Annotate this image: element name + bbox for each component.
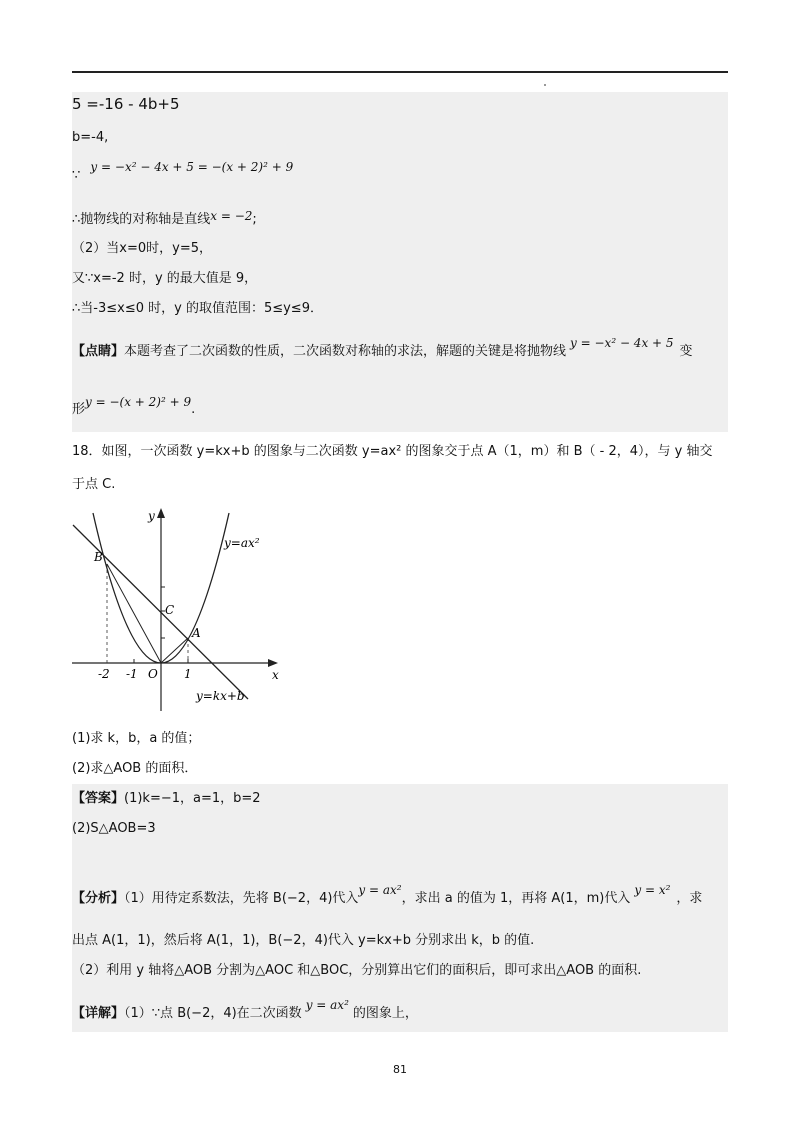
dianjing-line <box>72 336 693 361</box>
point-B-label: B <box>94 550 103 564</box>
axis-of-symmetry-line <box>72 210 257 229</box>
answer-block <box>72 784 728 1032</box>
analysis-text-1a: （1）用待定系数法，先将 B(−2，4)代入 <box>124 891 359 906</box>
eq-line: 5 =-16 - 4b+5 <box>72 95 180 113</box>
b-value-line: b=-4, <box>72 130 109 145</box>
detail-text-b: 的图象上， <box>352 1006 418 1021</box>
sub-question-1: (1)求 k，b，a 的值； <box>72 731 201 746</box>
bian-line <box>72 395 196 419</box>
analysis-line-3: （2）利用 y 轴将△AOB 分割为△AOC 和△BOC，分别算出它们的面积后，即可求出△AOB 的面积. <box>72 963 642 978</box>
bian-end: . <box>191 402 196 417</box>
line-label: y=kx+b <box>196 689 245 703</box>
dianjing-tag: 【点睛】 <box>72 344 125 359</box>
analysis-line-1 <box>72 883 703 908</box>
origin-label: O <box>148 667 158 681</box>
answer-line-1 <box>72 790 261 808</box>
because-line <box>72 158 294 183</box>
analysis-line-2: 出点 A(1，1)，然后将 A(1，1)，B(−2，4)代入 y=kx+b 分别求出 k，b 的值. <box>72 933 535 948</box>
segment-OB <box>107 564 161 663</box>
axis-text: ∴抛物线的对称轴是直线 <box>72 212 211 227</box>
y-axis-arrow <box>157 508 165 518</box>
question-18-line-2: 于点 C. <box>72 477 116 492</box>
analysis-text-1b: ，求出 a 的值为 1，再将 A(1，m)代入 <box>401 891 631 906</box>
dianjing-text: 本题考查了二次函数的性质，二次函数对称轴的求法，解题的关键是将抛物线 <box>124 344 567 359</box>
detail-func: y = ax² <box>305 998 349 1012</box>
point-A-label: A <box>192 626 201 640</box>
part2-line-1: （2）当x=0时，y=5， <box>72 241 212 256</box>
header-rule <box>72 71 728 73</box>
header-dot <box>544 84 546 86</box>
analysis-func-2: y = x² <box>634 883 671 897</box>
dianjing-end: 变 <box>679 344 693 359</box>
solution-continued-block <box>72 92 728 432</box>
answer-tag: 【答案】 <box>72 791 125 806</box>
bian-function: y = −(x + 2)² + 9 <box>85 395 192 409</box>
analysis-func-1: y = ax² <box>358 883 402 897</box>
detail-line-1 <box>72 998 418 1023</box>
y-axis-label: y <box>148 509 155 523</box>
parabola-label: y=ax² <box>224 536 260 550</box>
because-symbol: ∵ <box>72 168 81 183</box>
detail-tag: 【详解】 <box>72 1006 125 1021</box>
answer-part1: (1)k=−1，a=1，b=2 <box>124 791 261 806</box>
bian-pre: 形 <box>72 402 86 417</box>
axis-equation: x = −2 <box>210 209 253 223</box>
function-expression: y = −x² − 4x + 5 = −(x + 2)² + 9 <box>90 160 294 174</box>
sub-question-2: (2)求△AOB 的面积． <box>72 761 198 776</box>
x-axis-label: x <box>272 668 279 682</box>
segment-OA <box>161 638 188 663</box>
dianjing-function: y = −x² − 4x + 5 <box>570 336 674 350</box>
x-axis-arrow <box>268 659 278 667</box>
tick-1-label: 1 <box>184 667 192 681</box>
analysis-text-1c: ，求 <box>676 891 703 906</box>
detail-text-a: （1）∵点 B(−2，4)在二次函数 <box>124 1006 302 1021</box>
tick-neg2-label: -2 <box>98 667 110 681</box>
analysis-tag: 【分析】 <box>72 891 125 906</box>
part2-line-2: 又∵x=-2 时，y 的最大值是 9， <box>72 271 258 286</box>
point-C-label: C <box>165 603 175 617</box>
page-number: 81 <box>393 1063 407 1076</box>
part2-line-3: ∴当-3≤x≤0 时，y 的取值范围：5≤y≤9． <box>72 301 323 316</box>
axis-end: ; <box>252 212 257 227</box>
question-18-figure <box>68 503 286 713</box>
tick-neg1-label: -1 <box>126 667 138 681</box>
answer-line-2: (2)S△AOB=3 <box>72 821 156 836</box>
question-18-line-1: 18．如图，一次函数 y=kx+b 的图象与二次函数 y=ax² 的图象交于点 A（1，m）和 B（ - 2，4），与 y 轴交 <box>72 444 713 459</box>
